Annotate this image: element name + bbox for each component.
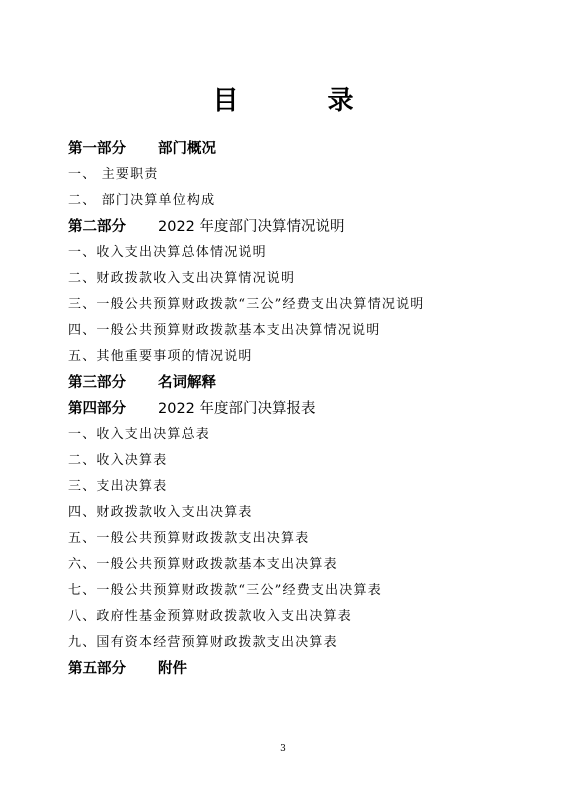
toc-item: 八、政府性基金预算财政拨款收入支出决算表	[68, 609, 353, 624]
toc-item: 三、支出决算表	[68, 479, 168, 494]
toc-item: 三、一般公共预算财政拨款“三公”经费支出决算情况说明	[68, 297, 425, 312]
toc-part-3	[68, 372, 216, 394]
toc-part-5	[68, 658, 187, 680]
toc-item: 二、财政拨款收入支出决算情况说明	[68, 271, 296, 286]
page-title: 目 录	[212, 86, 394, 116]
toc-item: 四、一般公共预算财政拨款基本支出决算情况说明	[68, 323, 381, 338]
toc-item: 六、一般公共预算财政拨款基本支出决算表	[68, 557, 338, 572]
toc-part-4	[68, 398, 316, 420]
part-name: 部门概况	[158, 141, 216, 157]
toc-item: 一、 主要职责	[68, 167, 159, 182]
part-label: 第一部分	[68, 141, 126, 157]
toc-part-1	[68, 138, 216, 160]
part-name: 附件	[158, 661, 187, 677]
toc-item: 一、收入支出决算总体情况说明	[68, 245, 267, 260]
part-label: 第三部分	[68, 375, 126, 391]
part-label: 第二部分	[68, 219, 126, 235]
part-label: 第四部分	[68, 401, 126, 417]
toc-item: 五、其他重要事项的情况说明	[68, 349, 253, 364]
toc-part-2	[68, 216, 345, 238]
toc-item: 二、收入决算表	[68, 453, 168, 468]
toc-item: 七、一般公共预算财政拨款“三公”经费支出决算表	[68, 583, 382, 598]
part-name: 名词解释	[158, 375, 216, 391]
part-name: 2022 年度部门决算报表	[158, 401, 316, 417]
part-label: 第五部分	[68, 661, 126, 677]
toc-item: 四、财政拨款收入支出决算表	[68, 505, 253, 520]
part-name: 2022 年度部门决算情况说明	[158, 219, 345, 235]
toc-item: 九、国有资本经营预算财政拨款支出决算表	[68, 635, 338, 650]
toc-item: 五、一般公共预算财政拨款支出决算表	[68, 531, 310, 546]
toc-item: 二、 部门决算单位构成	[68, 193, 216, 208]
page-number: 3	[280, 744, 286, 754]
toc-item: 一、收入支出决算总表	[68, 427, 211, 442]
